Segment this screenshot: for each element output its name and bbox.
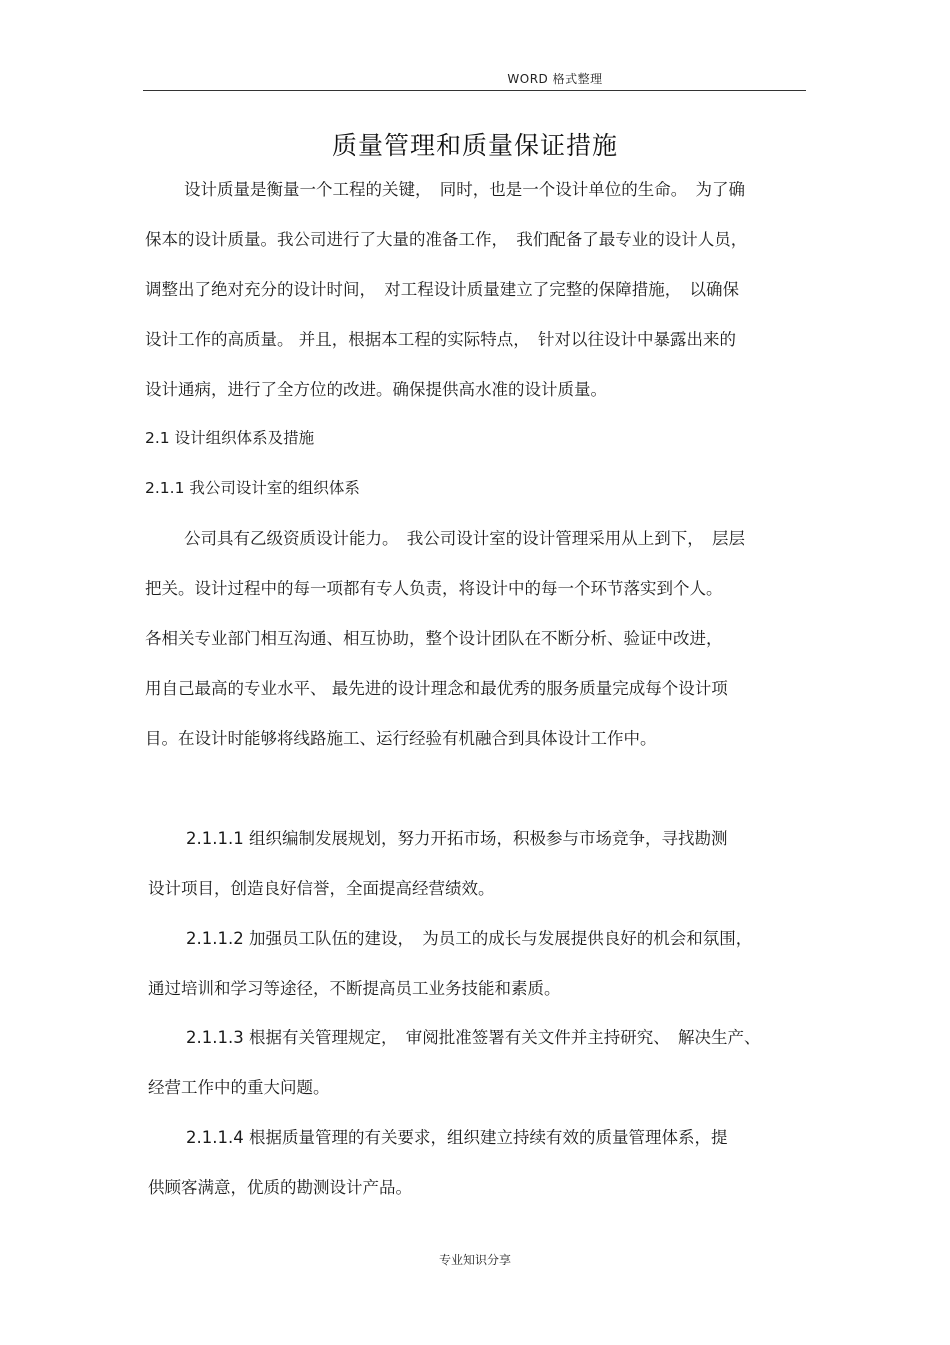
list-item-line: 2.1.1.1 组织编制发展规划，努力开拓市场，积极参与市场竞争，寻找勘测 bbox=[186, 829, 728, 848]
body-line: 设计质量是衡量一个工程的关键， 同时，也是一个设计单位的生命。 为了确 bbox=[184, 180, 745, 199]
subsection-heading: 2.1.1 我公司设计室的组织体系 bbox=[145, 479, 360, 497]
body-line: 公司具有乙级资质设计能力。 我公司设计室的设计管理采用从上到下， 层层 bbox=[184, 529, 745, 548]
body-line: 用自己最高的专业水平、 最先进的设计理念和最优秀的服务质量完成每个设计项 bbox=[145, 679, 728, 698]
section-heading: 2.1 设计组织体系及措施 bbox=[145, 429, 315, 447]
document-title: 质量管理和质量保证措施 bbox=[331, 131, 618, 160]
page-footer: 专业知识分享 bbox=[438, 1253, 511, 1267]
body-line: 目。在设计时能够将线路施工、运行经验有机融合到具体设计工作中。 bbox=[145, 729, 657, 748]
body-line: 把关。设计过程中的每一项都有专人负责，将设计中的每一个环节落实到个人。 bbox=[145, 579, 723, 598]
body-line: 设计通病，进行了全方位的改进。确保提供高水准的设计质量。 bbox=[145, 380, 607, 399]
body-line: 设计工作的高质量。 并且，根据本工程的实际特点， 针对以往设计中暴露出来的 bbox=[145, 330, 736, 349]
list-item-line: 经营工作中的重大问题。 bbox=[148, 1078, 330, 1097]
header-divider bbox=[143, 90, 806, 91]
body-line: 各相关专业部门相互沟通、相互协助，整个设计团队在不断分析、验证中改进， bbox=[145, 629, 723, 648]
body-line: 保本的设计质量。我公司进行了大量的准备工作， 我们配备了最专业的设计人员， bbox=[145, 230, 748, 249]
list-item-line: 供顾客满意，优质的勘测设计产品。 bbox=[148, 1178, 412, 1197]
list-item-line: 设计项目，创造良好信誉，全面提高经营绩效。 bbox=[148, 879, 495, 898]
list-item-line: 2.1.1.4 根据质量管理的有关要求，组织建立持续有效的质量管理体系，提 bbox=[186, 1128, 728, 1147]
list-item-line: 通过培训和学习等途径，不断提高员工业务技能和素质。 bbox=[148, 979, 561, 998]
list-item-line: 2.1.1.2 加强员工队伍的建设， 为员工的成长与发展提供良好的机会和氛围， bbox=[186, 929, 753, 948]
list-item-line: 2.1.1.3 根据有关管理规定， 审阅批准签署有关文件并主持研究、 解决生产、 bbox=[186, 1028, 761, 1047]
body-line: 调整出了绝对充分的设计时间， 对工程设计质量建立了完整的保障措施， 以确保 bbox=[145, 280, 739, 299]
page-header: WORD 格式整理 bbox=[507, 72, 603, 86]
